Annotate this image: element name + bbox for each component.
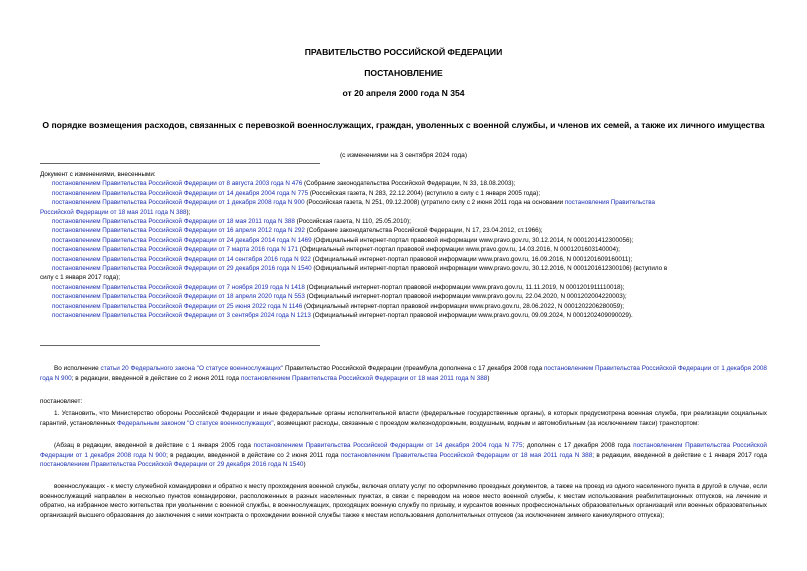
amendment-item [52,179,772,188]
amendment-item [52,255,772,264]
text: Правительство Российской Федерации (преамбула дополнена с 17 декабря 2008 года [283,365,544,372]
amendment-link[interactable]: постановлением Правительства Российской Федерации от 1 декабря 2008 года N 900 [52,199,305,207]
amendment-source: (Российская газета, N 110, 25.05.2010); [294,218,411,226]
amendment-source: (Официальный интернет-портал правовой информации www.pravo.gov.ru, 16.09.2016, N 0001201609160011); [310,255,633,263]
resolves-line: постановляет: [40,398,83,405]
amendment-link[interactable]: постановлением Правительства Российской Федерации от 14 декабря 2004 года N 775 [52,189,309,197]
bottom-divider [40,345,320,346]
amendment-link[interactable]: постановлением Правительства Российской Федерации от 18 мая 2011 года N 388 [240,374,488,382]
amendment-item [52,217,772,226]
amendment-item [52,189,772,198]
preamble-paragraph [40,364,767,383]
amendment-link[interactable]: постановлением Правительства Российской Федерации от 7 ноября 2019 года N 1418 [52,283,305,291]
doc-type-heading: ПОСТАНОВЛЕНИЕ [364,68,443,78]
amendment-source: ); [186,208,191,216]
amendment-link[interactable]: Российской Федерации от 18 мая 2011 года N 388 [40,208,187,216]
amendment-link[interactable]: постановлением Правительства Российской Федерации от 3 сентября 2024 года N 1213 [52,312,311,320]
amendment-source: (Российская газета, N 251, 09.12.2008) (утратило силу с 2 июня 2011 года на основании [304,199,565,207]
amendment-item [52,302,772,311]
text: Во исполнение [54,365,101,372]
amendment-link[interactable]: постановлением Правительства Российской Федерации от 18 мая 2011 года N 388 [52,218,295,226]
text: ; в редакции, введенной в действие со 2 июня 2011 года [71,374,241,382]
amendments-intro: Документ с изменениями, внесенными: [40,171,156,178]
amendment-link[interactable]: постановлением Правительства Российской Федерации от 29 декабря 2016 года N 1540 [52,265,312,273]
text: ; в редакции, введенной в действие со 2 июня 2011 года [166,451,341,459]
amendment-item [52,283,772,292]
amendment-item [52,292,772,301]
amendment-link[interactable]: постановлением Правительства Российской Федерации от 18 мая 2011 года N 388 [340,451,593,459]
amendment-item-continuation [40,208,772,217]
amendment-source: (Российская газета, N 283, 22.12.2004) (вступило в силу с 1 января 2005 года); [308,189,541,197]
amendment-source: (Официальный интернет-портал правовой информации www.pravo.gov.ru, 11.11.2019, N 0001201911110018); [304,283,625,291]
amendment-source: (Официальный интернет-портал правовой информации www.pravo.gov.ru, 30.12.2014, N 0001201412300056); [311,236,634,244]
amendment-source: (Собрание законодательства Российской Федерации, N 17, 23.04.2012, ст.1966); [304,227,543,235]
amendment-source: (Официальный интернет-портал правовой информации www.pravo.gov.ru, 09.09.2024, N 0001202409090029). [310,312,633,320]
amendment-link[interactable]: постановлением Правительства Российской Федерации от 1 декабря 2008 года N 900 [40,442,767,459]
edition-note-paragraph [40,441,767,470]
amendment-link[interactable]: постановлением Правительства Российской Федерации от 24 декабря 2014 года N 1469 [52,236,312,244]
amendment-link[interactable]: постановлением Правительства Российской Федерации от 7 марта 2016 года N 171 [52,246,299,254]
top-divider [40,163,320,164]
text: (Абзац в редакции, введенной в действие с 1 января 2005 года [54,442,254,449]
amendment-link[interactable]: постановлением Правительства Российской Федерации от 14 сентября 2016 года N 922 [52,255,311,263]
amendment-link[interactable]: постановлением Правительства Российской Федерации от 18 апреля 2020 года N 553 [52,293,305,301]
amendment-item [52,311,772,320]
amendment-item [52,236,772,245]
amendment-item [52,198,772,207]
text: ; дополнен с 17 декабря 2008 года [522,442,634,449]
amendment-item-continuation: силу с 1 января 2017 года); [40,274,120,282]
text: ; в редакции, введенной в действие с 1 января 2017 года [592,451,768,459]
text: ) [487,374,490,382]
text: , возмещают расходы, связанные с проездом железнодорожным, воздушным, водным и автомобильным (за исключением такси) транспортом: [273,419,700,427]
amendment-source: (Официальный интернет-портал правовой информации www.pravo.gov.ru, 30.12.2016, N 0001201612300106) (вступило в [311,265,668,273]
amendment-source: (Собрание законодательства Российской Федерации, N 33, 18.08.2003); [302,180,516,188]
changes-note: (с изменениями на 3 сентября 2024 года) [339,152,468,159]
amendment-link[interactable]: постановлением Правительства Российской Федерации от 1 декабря 2008 года N 900 [40,365,767,382]
clause-1-paragraph [40,409,767,428]
amendment-source: (Официальный интернет-портал правовой информации www.pravo.gov.ru, 14.03.2016, N 0001201603140004); [298,246,620,254]
amendment-item [52,264,772,273]
law-link[interactable]: Федеральным законом "О статусе военнослужащих" [116,419,274,427]
government-heading: ПРАВИТЕЛЬСТВО РОССИЙСКОЙ ФЕДЕРАЦИИ [304,47,503,57]
amendment-link[interactable]: постановлением Правительства Российской Федерации от 29 декабря 2016 года N 1540 [40,461,304,468]
document-title: О порядке возмещения расходов, связанных с перевозкой военнослужащих, граждан, уволенных с военной службы, и членов их семей, а также их личного имущества [42,120,765,130]
date-number: от 20 апреля 2000 года N 354 [342,88,465,98]
servicemen-paragraph: военнослужащих - к месту служебной командировки и обратно к месту прохождения военной службы, включая оплату услуг по оформлению проездных документов, а также на проезд из одного населенного пункта в другой в случае, если военнослужащий направлен в несколько пунктов командировки, расположенных в разных населенных пунктах, в связи с переводом на новое место военной службы, к местам использования реабилитационных отпусков, на лечение и обратно, на избранное место жительства при увольнении с военной службы, в военнослужащих, проходящих военную службу по призыву, и курсантов военных профессиональных образовательных организаций или военных образовательных организаций высшего образования до заключения с ними контракта о прохождении военной службы также к местам использования дополнительных отпусков (за исключением зимнего каникулярного отпуска); [40,483,767,519]
amendment-link[interactable]: постановлением Правительства Российской Федерации от 14 декабря 2004 года N 775 [253,442,523,449]
amendment-source: (Официальный интернет-портал правовой информации www.pravo.gov.ru, 22.04.2020, N 0001202004220003); [304,293,627,301]
text: ) [303,461,306,468]
amendment-source: (Официальный интернет-портал правовой информации www.pravo.gov.ru, 28.06.2022, N 0001202206280059); [302,302,624,310]
law-link[interactable]: статьи 20 Федерального закона "О статусе военнослужащих" [100,365,284,372]
amendment-link[interactable]: постановлением Правительства Российской Федерации от 16 апреля 2012 года N 292 [52,227,305,235]
amendment-link[interactable]: постановления Правительства [564,199,656,207]
amendment-link[interactable]: постановлением Правительства Российской Федерации от 8 августа 2003 года N 476 [52,180,303,188]
amendment-item [52,245,772,254]
amendment-item [52,226,772,235]
amendments-list [40,170,772,321]
amendment-link[interactable]: постановлением Правительства Российской Федерации от 25 июня 2022 года N 1146 [52,302,303,310]
text: 1. Установить, что Министерство обороны Российской Федерации и иные федеральные органы исполнительной власти (федеральные государственные органы), в которых предусмотрена военная служба, при реализации социальных гарантий, установленных [40,410,767,427]
